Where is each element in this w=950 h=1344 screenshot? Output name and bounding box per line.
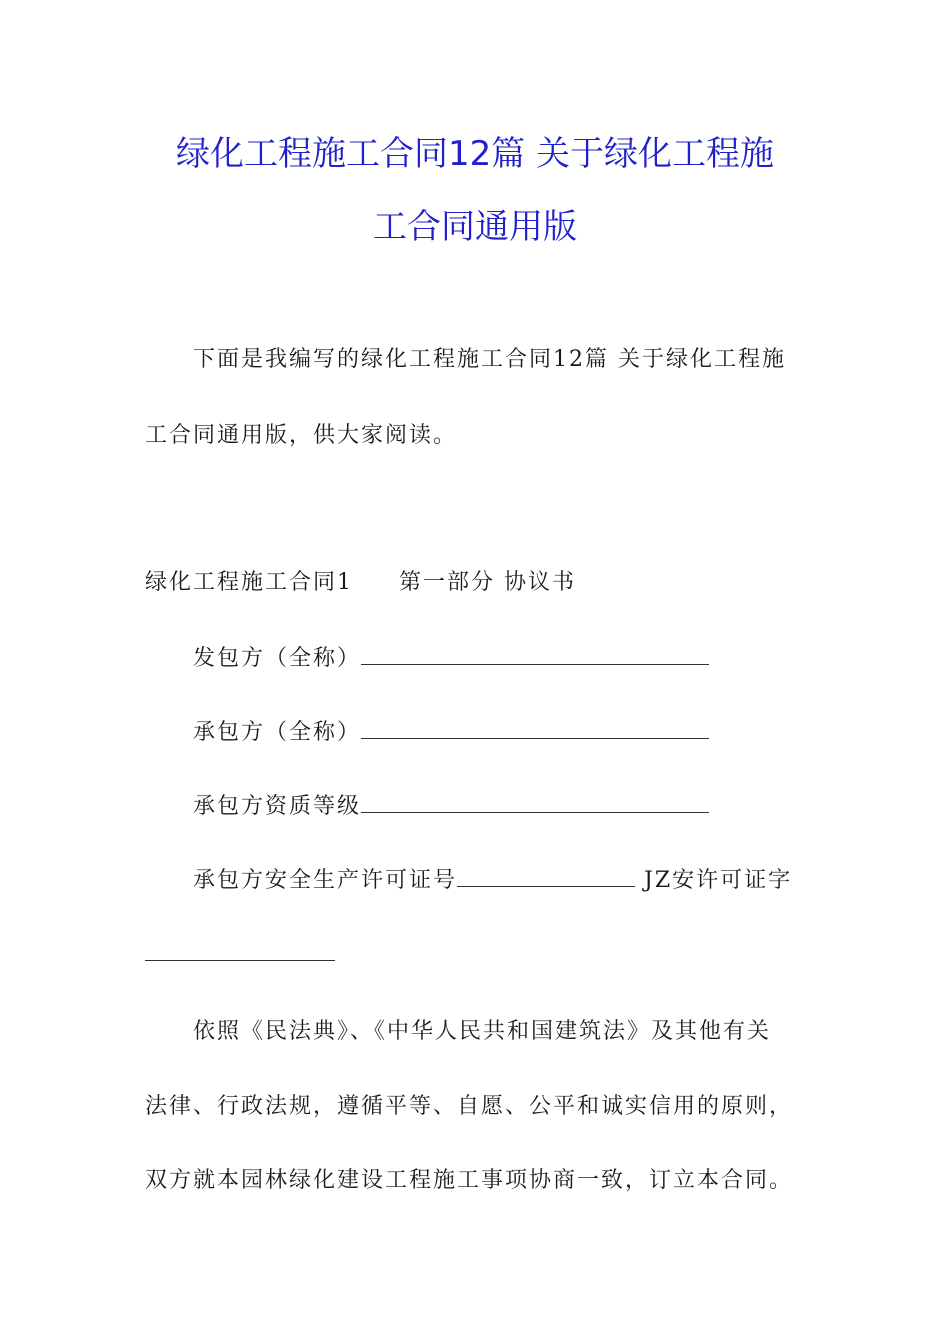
qualification-label: 承包方资质等级 <box>193 794 362 819</box>
body-line-2: 法律、行政法规，遵循平等、自愿、公平和诚实信用的原则， <box>145 1094 794 1119</box>
intro-line-1: 下面是我编写的绿化工程施工合同12篇 关于绿化工程施 <box>193 347 786 372</box>
part-title: 第一部分 协议书 <box>399 570 576 595</box>
license-word-blank[interactable] <box>145 940 335 961</box>
license-row <box>193 866 792 896</box>
license-number-blank[interactable] <box>457 866 635 887</box>
intro-line-2: 工合同通用版，供大家阅读。 <box>145 423 458 448</box>
license-label: 承包方安全生产许可证号 <box>193 868 458 893</box>
body-line-3: 双方就本园林绿化建设工程施工事项协商一致，订立本合同。 <box>145 1168 794 1193</box>
contractor-row <box>193 718 709 748</box>
contract-name: 绿化工程施工合同1 <box>145 570 353 595</box>
qualification-row <box>193 792 709 822</box>
contractor-blank[interactable] <box>361 718 709 739</box>
contractor-label: 承包方（全称） <box>193 720 362 745</box>
section-heading <box>145 568 576 598</box>
employer-row <box>193 644 709 674</box>
document-title-line-2: 工合同通用版 <box>373 207 577 247</box>
employer-blank[interactable] <box>361 644 709 665</box>
document-title-line-1: 绿化工程施工合同12篇 关于绿化工程施 <box>175 134 775 174</box>
license-continuation-row <box>145 940 335 970</box>
license-suffix: JZ安许可证字 <box>644 868 793 893</box>
qualification-blank[interactable] <box>361 792 709 813</box>
employer-label: 发包方（全称） <box>193 646 362 671</box>
body-line-1: 依照《民法典》、《中华人民共和国建筑法》及其他有关 <box>193 1019 772 1044</box>
